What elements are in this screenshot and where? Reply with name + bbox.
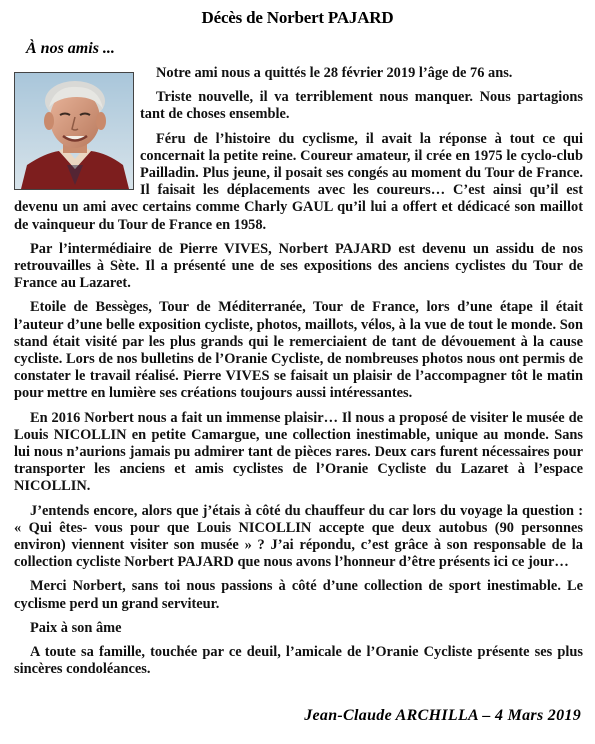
paragraph: Etoile de Bessèges, Tour de Méditerranée, Tour de France, lors d’une étape il était l’auteur d’une belle exposition cycliste, photos, maillots, vélos, à la vue de tout le monde. Son stand était visité par les plus grands qui le remerciaient de tant de dévouement à la cause cycliste. Lors de nos bulletins de l’Oranie Cycliste, de nombreuses photos nous ont permis de constater le travail réalisé. Pierre VIVES se faisait un plaisir de l’accompagner tôt le matin pour mettre en lumière ses créations toujours aussi intéressantes. (14, 299, 583, 402)
paragraph: En 2016 Norbert nous a fait un immense plaisir… Il nous a proposé de visiter le musée de Louis NICOLLIN en petite Camargue, une collection inestimable, unique au monde. Sans lui nous n’aurions jamais pu admirer tant de pièces rares. Deux cars furent nécessaires pour transporter les anciens et amis cyclistes de l’Oranie Cycliste du Lazaret à l’espace NICOLLIN. (14, 409, 583, 495)
paragraph: Merci Norbert, sans toi nous passions à côté d’une collection de sport inestimable. Le cyclisme perd un grand serviteur. (14, 578, 583, 612)
portrait-photo (14, 72, 134, 190)
paragraph: J’entends encore, alors que j’étais à côté du chauffeur du car lors du voyage la question : « Qui êtes- vous pour que Louis NICOLLIN accepte que deux autobus (90 personnes environ) viennent visiter son musée » ? J’ai répondu, c’est grâce à son responsable de la collection cycliste Norbert PAJARD que nous avons l’honneur d’être présents ici ce jour… (14, 502, 583, 571)
paragraph: Triste nouvelle, il va terriblement nous manquer. Nous partagions tant de choses ensemble. (140, 89, 583, 123)
salutation: À nos amis ... (26, 40, 115, 57)
paragraph: Notre ami nous a quittés le 28 février 2019 l’âge de 76 ans. (156, 65, 513, 81)
signature: Jean-Claude ARCHILLA – 4 Mars 2019 (304, 707, 581, 724)
portrait-illustration (15, 73, 133, 189)
paragraph: A toute sa famille, touchée par ce deuil, l’amicale de l’Oranie Cycliste présente ses plus sincères condoléances. (14, 644, 583, 678)
page-title: Décès de Norbert PAJARD (201, 8, 394, 27)
paragraph: Par l’intermédiaire de Pierre VIVES, Norbert PAJARD est devenu un assidu de nos retrouvailles à Sète. Il a présenté une de ses expositions des anciens cyclistes du Tour de France au Lazaret. (14, 240, 583, 292)
paragraph: Paix à son âme (30, 619, 122, 636)
paragraph: Féru de l’histoire du cyclisme, il avait la réponse à tout ce qui concernait la petite reine. Coureur amateur, il crée en 1975 le cyclo-club Pailladin. Plus jeune, il posait ses congés au moment du Tour de France. Il faisait les déplacements avec les coureurs… C’est ainsi qu’il est devenu un ami avec certains comme Charly GAUL qu’il lui a offert et dédicacé son maillot de vainqueur du Tour de France en 1958. (14, 130, 583, 233)
